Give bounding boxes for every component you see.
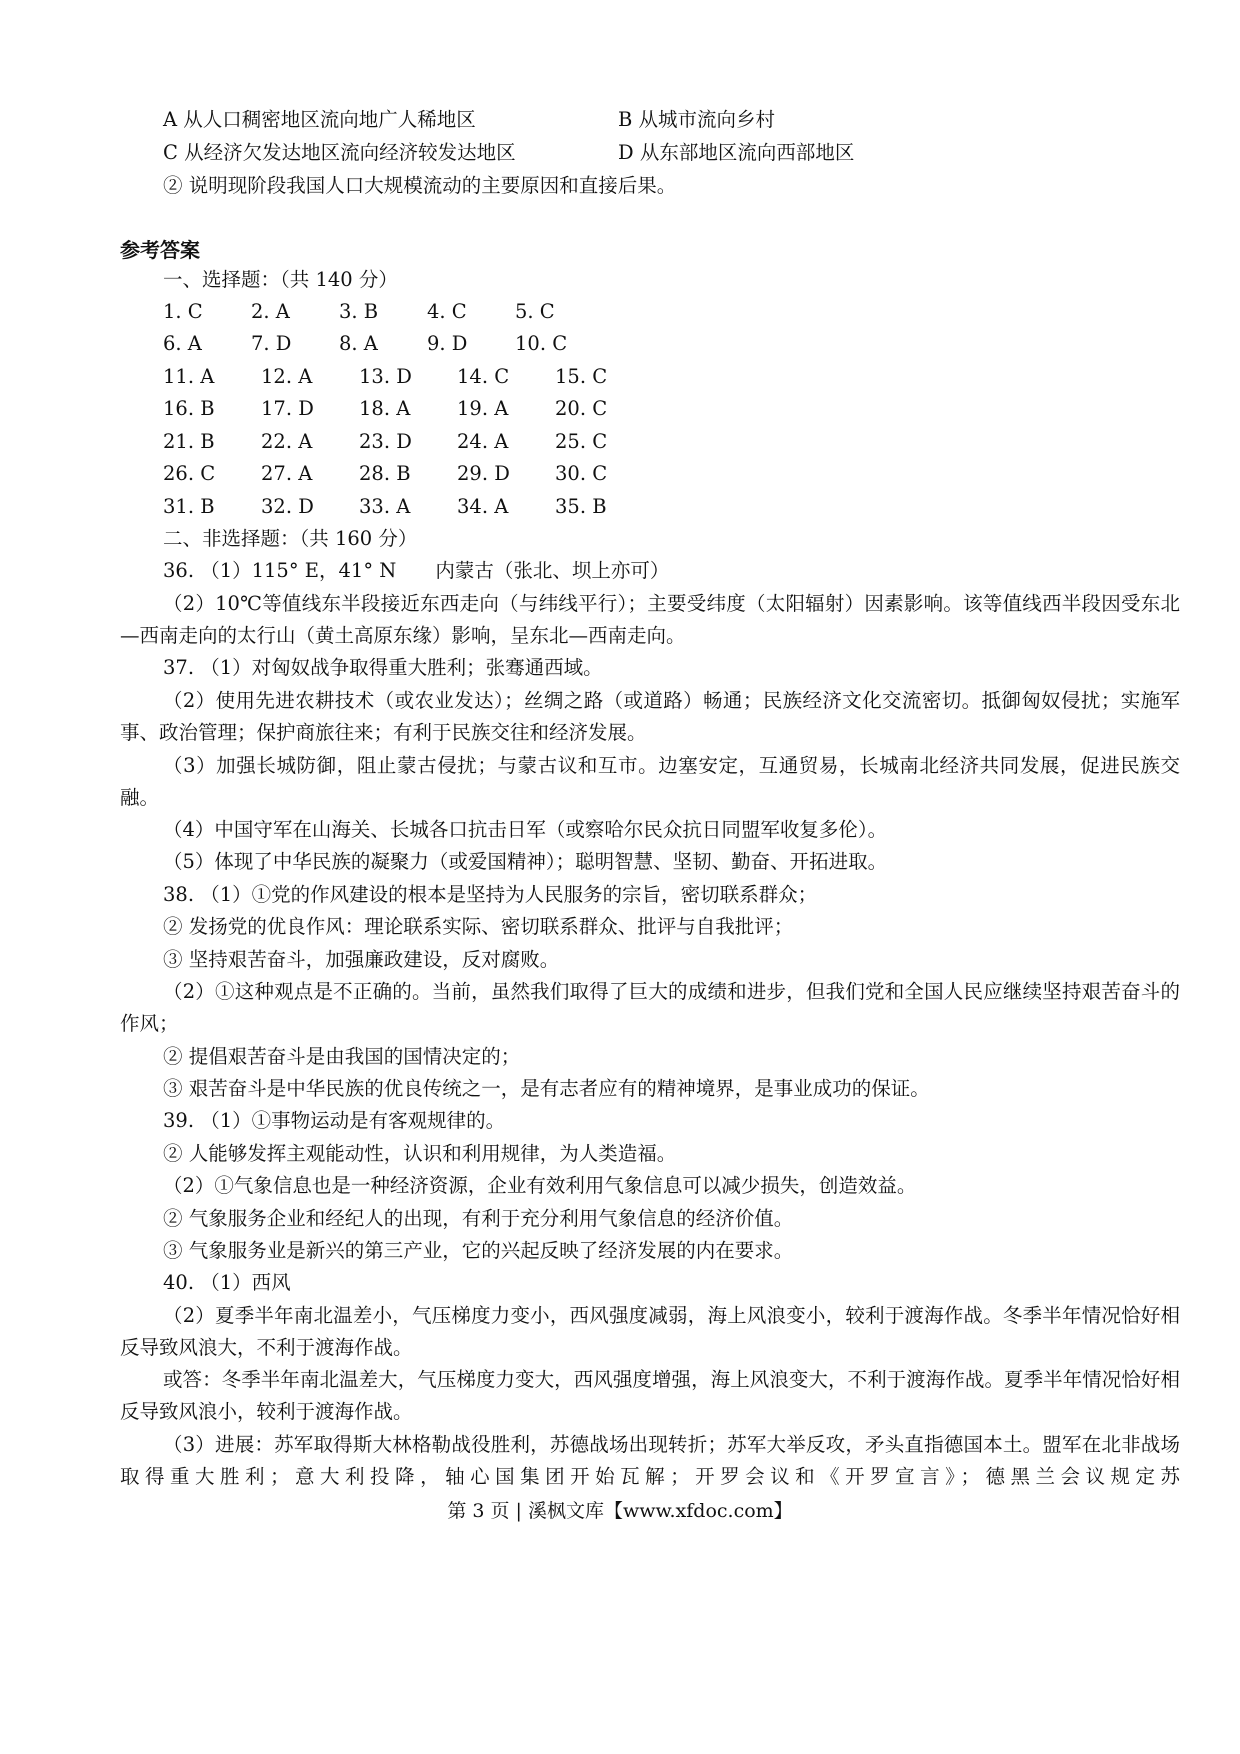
mc-answer: 21. B [163, 430, 215, 453]
mc-answer: 35. B [555, 495, 607, 518]
mc-answer: 22. A [261, 430, 313, 453]
section-2-heading: 二、非选择题：（共 160 分） [163, 527, 418, 550]
answer-37-1: 37. （1）对匈奴战争取得重大胜利；张骞通西域。 [163, 656, 603, 679]
mc-answer: 12. A [261, 365, 313, 388]
mc-answer: 15. C [555, 365, 608, 388]
mc-answer: 23. D [359, 430, 412, 453]
answer-38-2c: ③ 艰苦奋斗是中华民族的优良传统之一，是有志者应有的精神境界，是事业成功的保证。 [163, 1077, 930, 1100]
mc-answer: 29. D [457, 462, 510, 485]
answer-37-4: （4）中国守军在山海关、长城各口抗击日军（或察哈尔民众抗日同盟军收复多伦）。 [163, 818, 888, 841]
mc-answer: 31. B [163, 495, 215, 518]
page-footer: 第 3 页 | 溪枫文库【www.xfdoc.com】 [447, 1500, 793, 1522]
answer-37-3: （3）加强长城防御，阻止蒙古侵扰；与蒙古议和互市。边塞安定，互通贸易，长城南北经济共同发展，促进民族交融。 [120, 754, 1180, 809]
mc-answer: 19. A [457, 397, 509, 420]
mc-answer: 4. C [427, 300, 467, 323]
option-a: A 从人口稠密地区流向地广人稀地区 [163, 108, 476, 131]
mc-answer: 34. A [457, 495, 509, 518]
answer-38-1b: ② 发扬党的优良作风：理论联系实际、密切联系群众、批评与自我批评； [163, 915, 794, 938]
option-d: D 从东部地区流向西部地区 [618, 141, 855, 164]
mc-answer: 13. D [359, 365, 412, 388]
answer-heading: 参考答案 [120, 238, 200, 262]
answer-40-1: 40. （1）西风 [163, 1271, 291, 1294]
answer-40-2: （2）夏季半年南北温差小，气压梯度力变小，西风强度减弱，海上风浪变小，较利于渡海作战。冬季半年情况恰好相反导致风浪大，不利于渡海作战。 [120, 1304, 1180, 1359]
answer-38-2b: ② 提倡艰苦奋斗是由我国的国情决定的； [163, 1045, 521, 1068]
option-b: B 从城市流向乡村 [618, 108, 776, 131]
mc-answer: 6. A [163, 332, 202, 355]
mc-answer: 3. B [339, 300, 379, 323]
mc-answer: 32. D [261, 495, 314, 518]
answer-40-3: （3）进展：苏军取得斯大林格勒战役胜利，苏德战场出现转折；苏军大举反攻，矛头直指德国本土。盟军在北非战场取得重大胜利；意大利投降，轴心国集团开始瓦解；开罗会议和《开罗宣言》；德黑兰会议规定苏 [120, 1433, 1180, 1488]
answer-39-1b: ② 人能够发挥主观能动性，认识和利用规律，为人类造福。 [163, 1142, 677, 1165]
answer-37-2: （2）使用先进农耕技术（或农业发达）；丝绸之路（或道路）畅通；民族经济文化交流密切。抵御匈奴侵扰；实施军事、政治管理；保护商旅往来；有利于民族交往和经济发展。 [120, 689, 1180, 744]
answer-37-5: （5）体现了中华民族的凝聚力（或爱国精神）；聪明智慧、坚韧、勤奋、开拓进取。 [163, 850, 888, 873]
answer-36-2: （2）10℃等值线东半段接近东西走向（与纬线平行）；主要受纬度（太阳辐射）因素影响。该等值线西半段因受东北—西南走向的太行山（黄土高原东缘）影响，呈东北—西南走向。 [120, 592, 1180, 647]
mc-answer: 30. C [555, 462, 608, 485]
mc-answer: 14. C [457, 365, 510, 388]
mc-answer: 9. D [427, 332, 468, 355]
mc-answer: 24. A [457, 430, 509, 453]
mc-answer: 28. B [359, 462, 411, 485]
answer-39-2: （2）①气象信息也是一种经济资源，企业有效利用气象信息可以减少损失，创造效益。 [163, 1174, 917, 1197]
answer-39-2b: ② 气象服务企业和经纪人的出现，有利于充分利用气象信息的经济价值。 [163, 1207, 794, 1230]
answer-38-1: 38. （1）①党的作风建设的根本是坚持为人民服务的宗旨，密切联系群众； [163, 883, 818, 906]
mc-answer: 18. A [359, 397, 411, 420]
mc-answer: 10. C [515, 332, 568, 355]
option-c: C 从经济欠发达地区流向经济较发达地区 [163, 141, 516, 164]
mc-answer: 33. A [359, 495, 411, 518]
mc-answer: 7. D [251, 332, 292, 355]
mc-answer: 20. C [555, 397, 608, 420]
mc-answer: 5. C [515, 300, 555, 323]
mc-answer: 17. D [261, 397, 314, 420]
mc-answer: 2. A [251, 300, 290, 323]
mc-answer: 1. C [163, 300, 203, 323]
answer-38-1c: ③ 坚持艰苦奋斗，加强廉政建设，反对腐败。 [163, 948, 560, 971]
section-1-heading: 一、选择题：（共 140 分） [163, 268, 398, 291]
mc-answer: 11. A [163, 365, 215, 388]
answer-40-alt: 或答：冬季半年南北温差大，气压梯度力变大，西风强度增强，海上风浪变大，不利于渡海作战。夏季半年情况恰好相反导致风浪小，较利于渡海作战。 [120, 1368, 1180, 1423]
answer-38-2: （2）①这种观点是不正确的。当前，虽然我们取得了巨大的成绩和进步，但我们党和全国人民应继续坚持艰苦奋斗的作风； [120, 980, 1180, 1035]
mc-answer: 16. B [163, 397, 215, 420]
mc-answer: 8. A [339, 332, 378, 355]
answer-39-1: 39. （1）①事物运动是有客观规律的。 [163, 1109, 506, 1132]
answer-39-2c: ③ 气象服务业是新兴的第三产业，它的兴起反映了经济发展的内在要求。 [163, 1239, 794, 1262]
question-2-text: ② 说明现阶段我国人口大规模流动的主要原因和直接后果。 [163, 174, 677, 197]
mc-answer: 26. C [163, 462, 216, 485]
mc-answer: 25. C [555, 430, 608, 453]
mc-answer: 27. A [261, 462, 313, 485]
answer-36-1: 36. （1）115° E，41° N 内蒙古（张北、坝上亦可） [163, 559, 670, 582]
